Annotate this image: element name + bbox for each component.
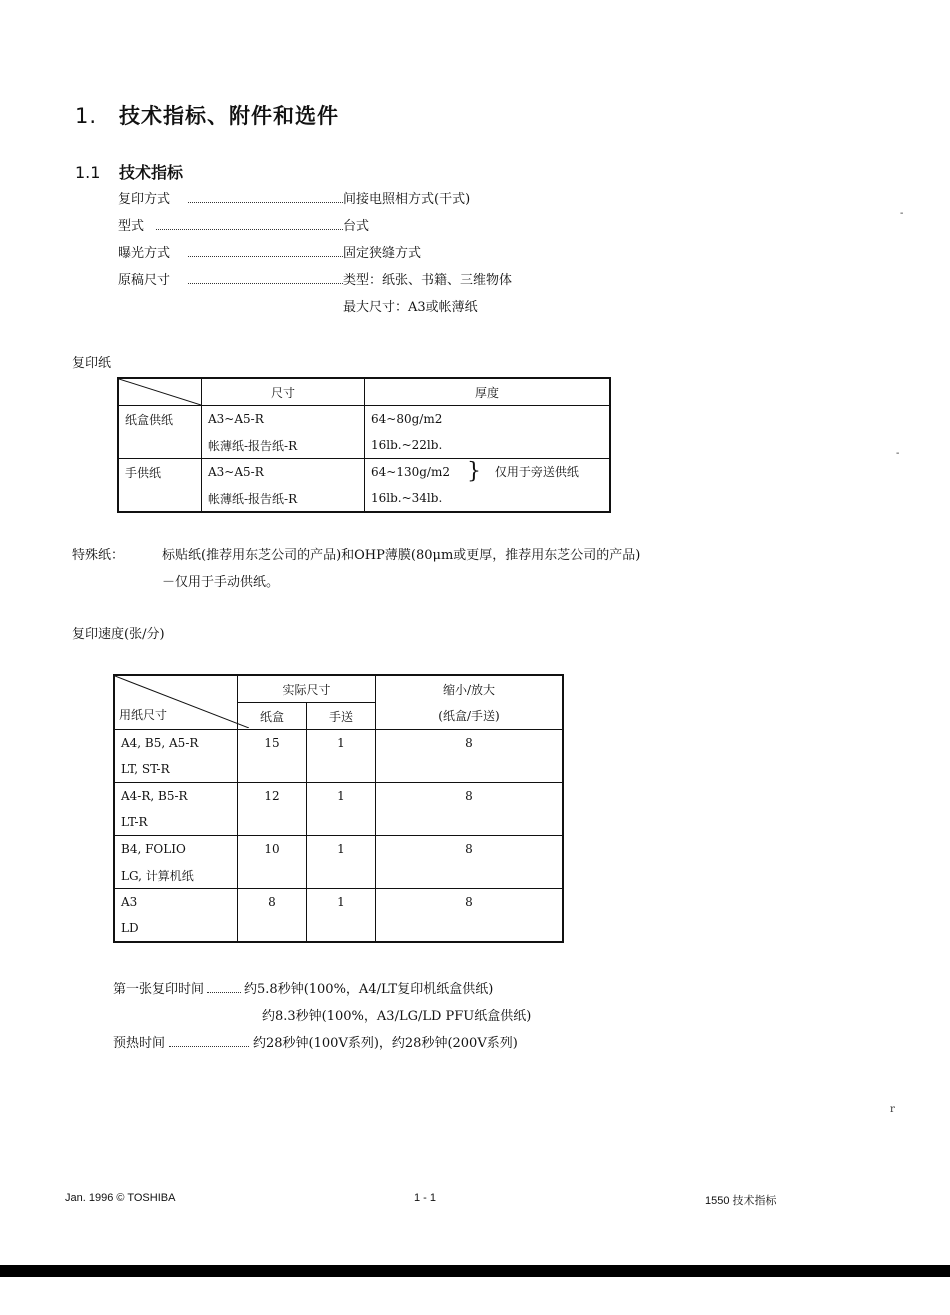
scan-mark: r xyxy=(890,1104,895,1115)
special-paper-line1: 标贴纸(推荐用东芝公司的产品)和OHP薄膜(80μm或更厚，推荐用东芝公司的产品) xyxy=(162,548,641,563)
scan-mark: - xyxy=(900,208,904,219)
chapter-number: 1. xyxy=(75,104,98,128)
spec-label: 曝光方式 xyxy=(118,246,171,261)
size-cell: A4-R, B5-R xyxy=(114,783,238,810)
size-cell: B4, FOLIO xyxy=(114,836,238,863)
section-title: 技术指标 xyxy=(119,163,184,182)
special-paper-line2: －仅用于手动供纸。 xyxy=(162,575,280,590)
thickness-cell xyxy=(365,459,611,486)
first-copy-label: 第一张复印时间 xyxy=(113,982,205,997)
header-manual: 手送 xyxy=(307,703,376,730)
warmup-row xyxy=(113,1031,518,1057)
spec-row-continued xyxy=(343,295,478,321)
speed-section-title: 复印速度(张/分) xyxy=(72,627,165,642)
header-thickness: 厚度 xyxy=(365,378,611,406)
scan-mark: - xyxy=(896,448,900,459)
size-cell: A3~A5-R xyxy=(202,406,365,433)
zoom-speed: 8 xyxy=(376,836,564,863)
leader-dots xyxy=(169,1038,249,1047)
first-copy-row-2 xyxy=(262,1004,531,1030)
diagonal-header-cell xyxy=(114,675,238,730)
zoom-speed: 8 xyxy=(376,783,564,810)
size-cell: 帐薄纸-报告纸-R xyxy=(202,432,365,459)
footer-right: 1550 技术指标 xyxy=(705,1195,777,1207)
first-copy-value-1: 约5.8秒钟(100%，A4/LT复印机纸盒供纸) xyxy=(244,982,494,997)
size-cell: LG, 计算机纸 xyxy=(114,862,238,889)
chapter-heading xyxy=(75,100,339,130)
special-paper-block xyxy=(72,542,640,596)
spec-value: 类型：纸张、书籍、三维物体 xyxy=(343,273,513,288)
spec-row xyxy=(118,268,512,294)
leader-dots xyxy=(188,194,343,203)
row-group: 手供纸 xyxy=(118,459,202,513)
size-cell: LT, ST-R xyxy=(114,756,238,783)
spec-label: 型式 xyxy=(118,219,145,234)
cassette-speed: 15 xyxy=(238,730,307,757)
manual-speed: 1 xyxy=(307,836,376,863)
spec-label: 原稿尺寸 xyxy=(118,273,171,288)
header-size: 尺寸 xyxy=(202,378,365,406)
zoom-speed: 8 xyxy=(376,889,564,916)
header-actual-size: 实际尺寸 xyxy=(238,675,376,703)
spec-row xyxy=(118,187,470,213)
row-group: 纸盒供纸 xyxy=(118,406,202,459)
cassette-speed: 12 xyxy=(238,783,307,810)
size-cell: LD xyxy=(114,915,238,942)
thickness-note: 仅用于旁送供纸 xyxy=(494,464,579,479)
footer-page-number: 1 - 1 xyxy=(414,1192,437,1204)
size-cell: LT-R xyxy=(114,809,238,836)
spec-label: 复印方式 xyxy=(118,192,171,207)
chapter-title: 技术指标、附件和选件 xyxy=(119,104,339,128)
diagonal-line xyxy=(119,379,201,405)
special-paper-label: 特殊纸： xyxy=(72,548,125,563)
size-cell: A3 xyxy=(114,889,238,916)
bottom-scan-bar xyxy=(0,1265,950,1277)
manual-speed: 1 xyxy=(307,783,376,810)
warmup-label: 预热时间 xyxy=(113,1036,166,1051)
spec-row xyxy=(118,241,421,267)
section-number: 1.1 xyxy=(75,163,101,182)
header-paper-size: 用纸尺寸 xyxy=(119,708,168,722)
spec-value: 台式 xyxy=(343,219,370,234)
cassette-speed: 8 xyxy=(238,889,307,916)
thickness-value: 64~130g/m2 xyxy=(371,464,450,479)
spec-value: 最大尺寸：A3或帐薄纸 xyxy=(343,300,478,315)
thickness-cell: 16lb.~34lb. xyxy=(365,485,611,512)
manual-speed: 1 xyxy=(307,889,376,916)
footer-left: Jan. 1996 © TOSHIBA xyxy=(65,1192,176,1204)
size-cell: 帐薄纸-报告纸-R xyxy=(202,485,365,512)
paper-section-title: 复印纸 xyxy=(72,356,112,371)
zoom-speed: 8 xyxy=(376,730,564,757)
section-heading xyxy=(75,160,183,183)
leader-dots xyxy=(207,984,241,993)
header-zoom-sub: (纸盒/手送) xyxy=(376,703,564,730)
spec-value: 间接电照相方式(干式) xyxy=(343,192,471,207)
leader-dots xyxy=(156,221,343,230)
size-cell: A3~A5-R xyxy=(202,459,365,486)
thickness-cell: 16lb.~22lb. xyxy=(365,432,611,459)
diagonal-header-cell xyxy=(118,378,202,406)
thickness-cell: 64~80g/m2 xyxy=(365,406,611,433)
header-cassette: 纸盒 xyxy=(238,703,307,730)
leader-dots xyxy=(188,248,343,257)
brace-mark: } xyxy=(467,459,481,484)
size-cell: A4, B5, A5-R xyxy=(114,730,238,757)
leader-dots xyxy=(188,275,343,284)
header-zoom: 缩小/放大 xyxy=(376,675,564,703)
cassette-speed: 10 xyxy=(238,836,307,863)
first-copy-value-2: 约8.3秒钟(100%，A3/LG/LD PFU纸盒供纸) xyxy=(262,1009,532,1024)
spec-value: 固定狭缝方式 xyxy=(343,246,422,261)
manual-speed: 1 xyxy=(307,730,376,757)
first-copy-row xyxy=(113,977,493,1003)
copy-speed-table xyxy=(113,674,564,943)
warmup-value: 约28秒钟(100V系列)，约28秒钟(200V系列) xyxy=(253,1036,518,1051)
spec-row xyxy=(118,214,369,240)
copy-paper-table xyxy=(117,377,611,513)
